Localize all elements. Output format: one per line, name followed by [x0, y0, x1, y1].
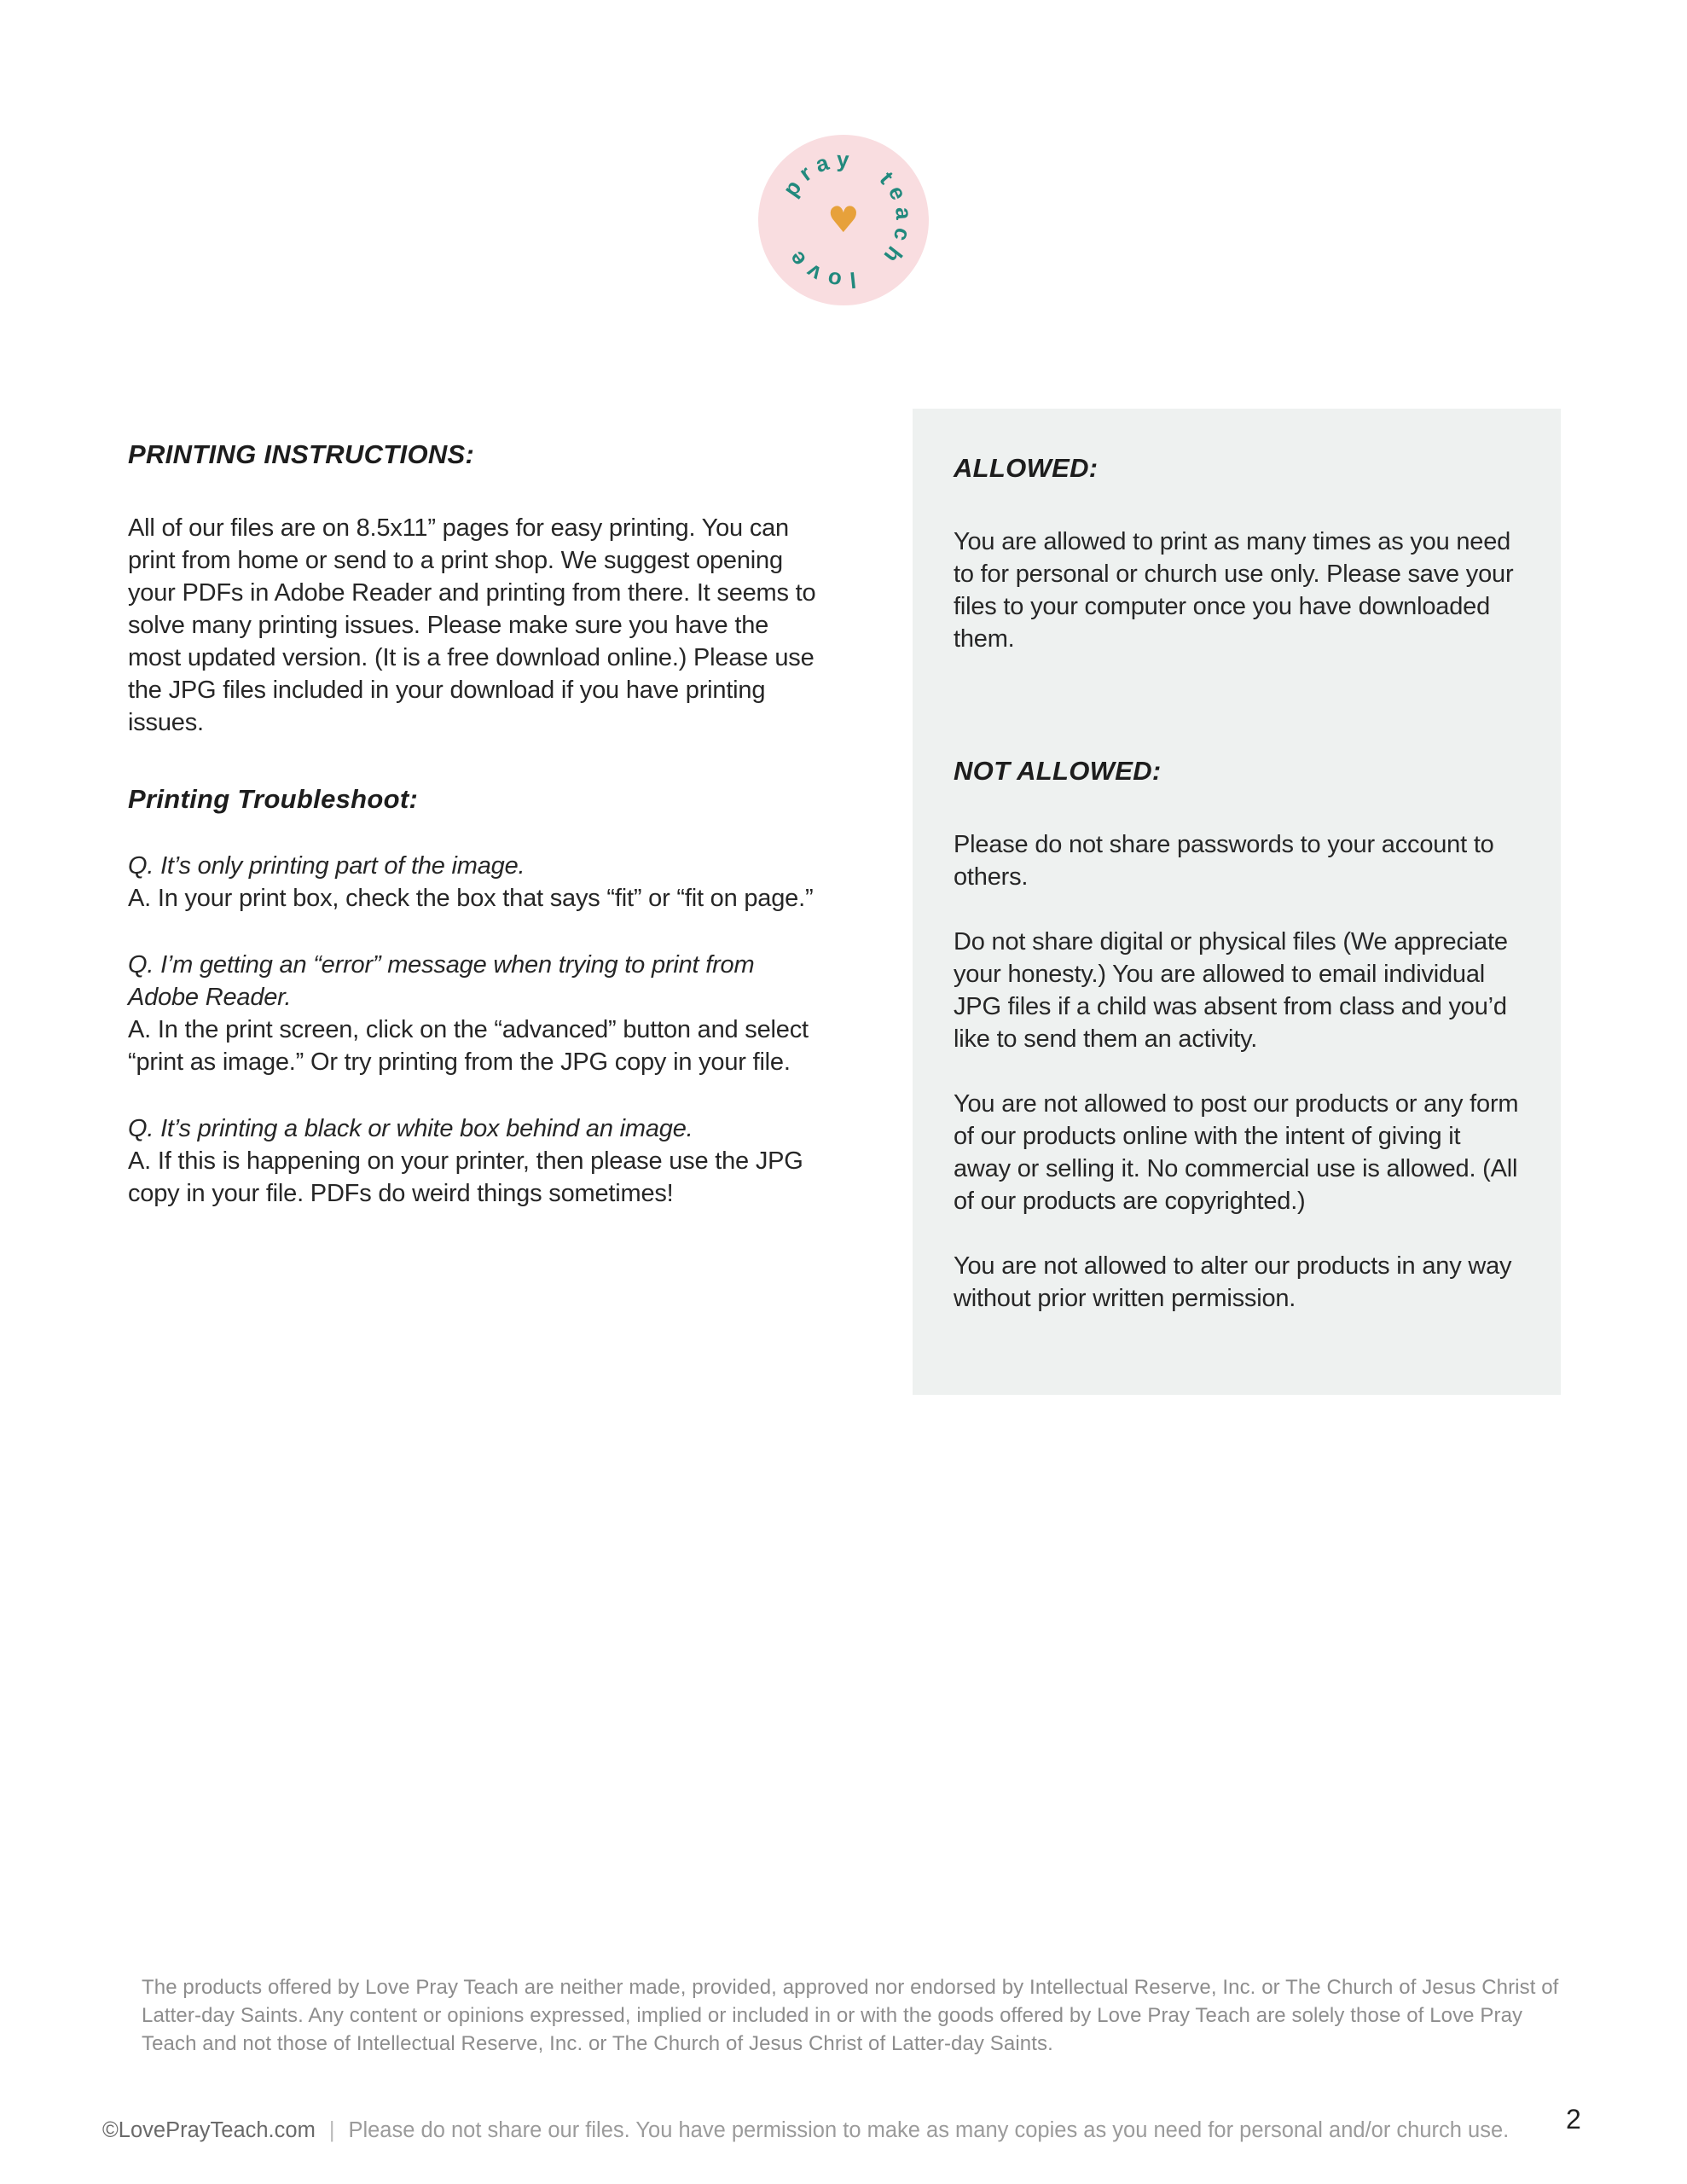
answer-text: A. In the print screen, click on the “advanced” button and select “print as image.” Or try printing from the JPG copy in your file.	[128, 1016, 809, 1076]
printing-instructions-heading: PRINTING INSTRUCTIONS:	[128, 439, 475, 469]
site-credit: ©LovePrayTeach.com	[102, 2118, 316, 2142]
legal-disclaimer: The products offered by Love Pray Teach are neither made, provided, approved nor endorsed by Intellectual Reserve, Inc. or The Church of Jesus Christ of Latter-day Saints. Any content or opinions expressed, implied or included in or with the goods offered by Love Pray Teach are solely those of Love Pray Teach and not those of Intellectual Reserve, Inc. or The Church of Jesus Christ of Latter-day Saints.	[142, 1976, 1559, 2055]
question-text: Q. It’s only printing part of the image.	[128, 852, 525, 880]
not-allowed-paragraph: Do not share digital or physical files (We appreciate your honesty.) You are allowed to email individual JPG files if a child was absent from class and you’d like to send them an activity.	[954, 928, 1508, 1053]
permission-note: Please do not share our files. You have permission to make as many copies as you need for personal and/or church use.	[348, 2118, 1510, 2142]
heart-icon: ♥	[827, 199, 860, 241]
footer-credit-line	[102, 2118, 1509, 2143]
allowed-heading: ALLOWED:	[954, 453, 1099, 483]
love-pray-teach-logo	[758, 135, 929, 305]
page-number: 2	[1566, 2104, 1581, 2135]
qa-item	[128, 1112, 819, 1210]
question-text: Q. It’s printing a black or white box behind an image.	[128, 1115, 693, 1142]
question-text: Q. I’m getting an “error” message when trying to print from Adobe Reader.	[128, 951, 755, 1011]
not-allowed-paragraph: You are not allowed to alter our products in any way without prior written permission.	[954, 1252, 1512, 1312]
not-allowed-paragraph: You are not allowed to post our products or any form of our products online with the intent of giving it away or selling it. No commercial use is allowed. (All of our products are copyrighted.)	[954, 1090, 1519, 1215]
printing-troubleshoot-heading: Printing Troubleshoot:	[128, 784, 419, 814]
separator-pipe: |	[328, 2118, 335, 2142]
usage-rules-box	[913, 409, 1561, 1395]
logo-circle	[758, 135, 929, 305]
printing-instructions-text: All of our files are on 8.5x11” pages for easy printing. You can print from home or send to a print shop. We suggest opening your PDFs in Adobe Reader and printing from there. It seems to solve many printing issues. Please make sure you have the most updated version. (It is a free download online.) Please use the JPG files included in your download if you have printing issues.	[128, 514, 816, 736]
logo-ring-text: pray teach love	[777, 146, 918, 294]
qa-item	[128, 949, 819, 1078]
printing-instructions-column	[128, 439, 819, 1210]
qa-item	[128, 850, 819, 915]
not-allowed-paragraph: Please do not share passwords to your account to others.	[954, 831, 1494, 891]
allowed-text: You are allowed to print as many times as you need to for personal or church use only. Please save your files to your computer once you have downloaded them.	[954, 528, 1514, 653]
not-allowed-heading: NOT ALLOWED:	[954, 756, 1162, 786]
answer-text: A. If this is happening on your printer, then please use the JPG copy in your file. PDFs do weird things sometimes!	[128, 1147, 803, 1207]
answer-text: A. In your print box, check the box that says “fit” or “fit on page.”	[128, 885, 814, 912]
